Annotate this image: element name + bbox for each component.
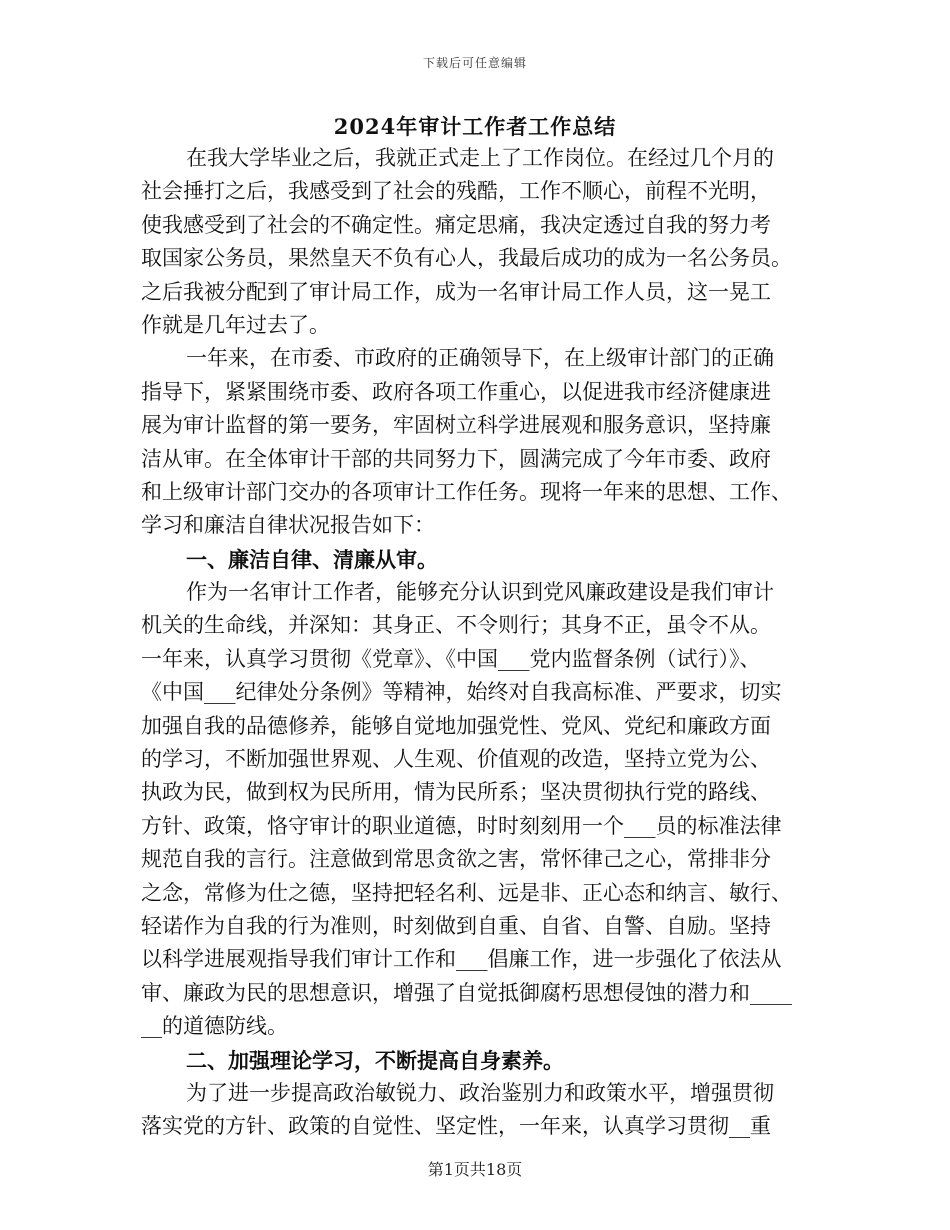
paragraph-line: 一年来，认真学习贯彻《党章》、《中国___党内监督条例（试行）》、 <box>141 646 761 671</box>
paragraph-line: __的道德防线。 <box>141 1014 288 1039</box>
paragraph-line: 的学习，不断加强世界观、人生观、价值观的改造，坚持立党为公、 <box>141 747 771 772</box>
paragraph-line: 轻诺作为自我的行为准则，时刻做到自重、自省、自警、自励。坚持 <box>141 913 771 938</box>
section-heading: 二、加强理论学习，不断提高自身素养。 <box>186 1047 564 1073</box>
paragraph-line: 之念，常修为仕之德，坚持把轻名利、远是非、正心态和纳言、敏行、 <box>141 880 792 905</box>
paragraph-line: 使我感受到了社会的不确定性。痛定思痛，我决定透过自我的努力考 <box>141 212 771 237</box>
paragraph-line: 洁从审。在全体审计干部的共同努力下，圆满完成了今年市委、政府 <box>141 446 771 471</box>
header-note: 下载后可任意编辑 <box>422 56 527 70</box>
paragraph-line: 学习和廉洁自律状况报告如下： <box>141 513 435 538</box>
paragraph-line: 落实党的方针、政策的自觉性、坚定性，一年来，认真学习贯彻__重 <box>141 1114 771 1139</box>
paragraph-line: 作为一名审计工作者，能够充分认识到党风廉政建设是我们审计 <box>186 580 774 605</box>
document-body <box>141 142 821 1144</box>
paragraph-line: 指导下，紧紧围绕市委、政府各项工作重心，以促进我市经济健康进 <box>141 379 771 404</box>
paragraph-line: 《中国___纪律处分条例》等精神，始终对自我高标准、严要求，切实 <box>141 680 782 705</box>
paragraph-line: 为了进一步提高政治敏锐力、政治鉴别力和政策水平，增强贯彻 <box>186 1080 774 1105</box>
paragraph-line: 在我大学毕业之后，我就正式走上了工作岗位。在经过几个月的 <box>186 146 774 170</box>
paragraph-line: 一年来，在市委、市政府的正确领导下，在上级审计部门的正确 <box>186 346 774 371</box>
document-title: 2024年审计工作者工作总结 <box>333 114 617 139</box>
paragraph-line: 和上级审计部门交办的各项审计工作任务。现将一年来的思想、工作、 <box>141 479 792 504</box>
page-footer: 第1页共18页 <box>427 1160 523 1179</box>
paragraph-line: 展为审计监督的第一要务，牢固树立科学进展观和服务意识，坚持廉 <box>141 413 771 438</box>
paragraph-line: 审、廉政为民的思想意识，增强了自觉抵御腐朽思想侵蚀的潜力和____ <box>141 980 792 1005</box>
paragraph-line: 作就是几年过去了。 <box>141 312 330 337</box>
paragraph-line: 方针、政策，恪守审计的职业道德，时时刻刻用一个___员的标准法律 <box>141 813 782 838</box>
section-heading: 一、廉洁自律、清廉从审。 <box>186 546 438 572</box>
paragraph-line: 取国家公务员，果然皇天不负有心人，我最后成功的成为一名公务员。 <box>141 246 792 271</box>
paragraph-line: 加强自我的品德修养，能够自觉地加强党性、党风、党纪和廉政方面 <box>141 713 771 738</box>
paragraph-line: 以科学进展观指导我们审计工作和___倡廉工作，进一步强化了依法从 <box>141 947 782 972</box>
paragraph-line: 规范自我的言行。注意做到常思贪欲之害，常怀律己之心，常排非分 <box>141 847 771 872</box>
paragraph-line: 之后我被分配到了审计局工作，成为一名审计局工作人员，这一晃工 <box>141 279 771 304</box>
paragraph-line: 社会捶打之后，我感受到了社会的残酷，工作不顺心，前程不光明， <box>141 179 771 204</box>
paragraph-line: 机关的生命线，并深知：其身正、不令则行；其身不正，虽令不从。 <box>141 613 771 638</box>
paragraph-line: 执政为民，做到权为民所用，情为民所系；坚决贯彻执行党的路线、 <box>141 780 771 805</box>
